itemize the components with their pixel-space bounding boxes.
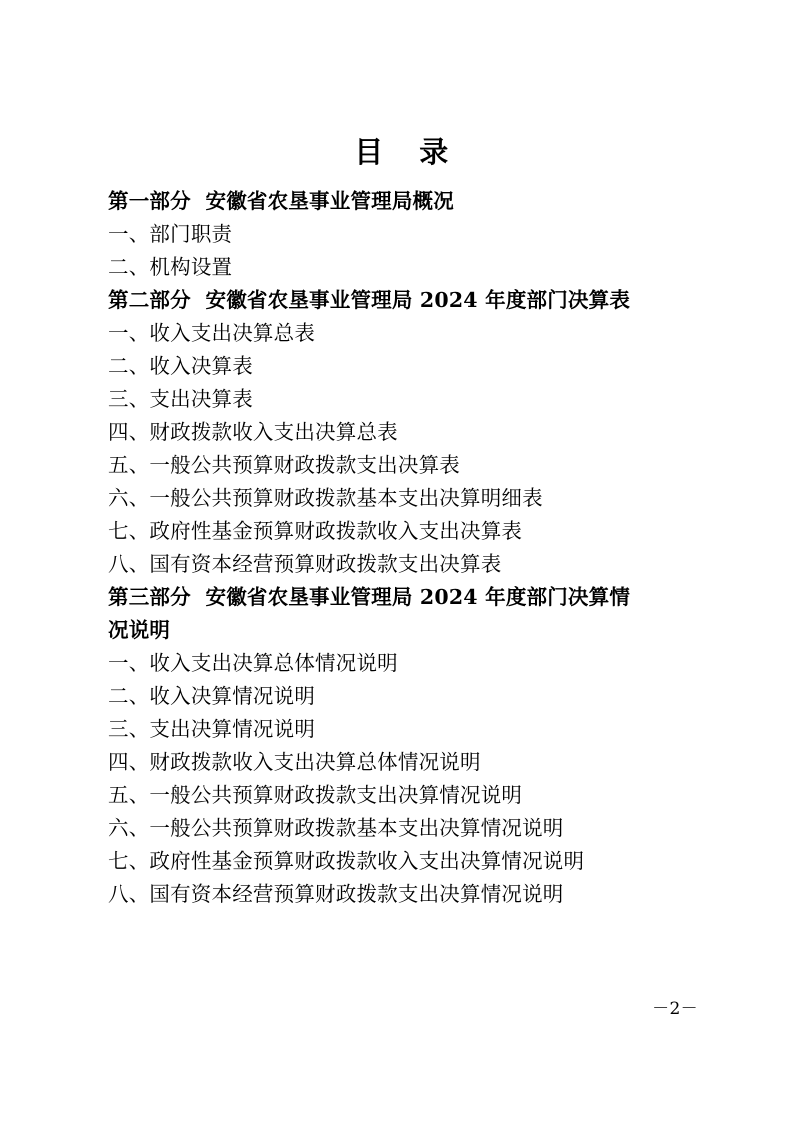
page-title: 目 录 [354,135,452,169]
page-number: －2－ [652,999,698,1019]
toc-entry: 一、部门职责 [108,222,233,246]
toc-entry: 四、财政拨款收入支出决算总表 [108,420,398,444]
toc-entry: 三、支出决算表 [108,387,253,411]
toc-entry: 二、收入决算表 [108,354,253,378]
toc-entry: 三、支出决算情况说明 [108,717,316,741]
toc-entry: 第三部分 安徽省农垦事业管理局 2024 年度部门决算情 [108,585,631,609]
toc-entry: 七、政府性基金预算财政拨款收入支出决算情况说明 [108,849,585,873]
toc-entry: 六、一般公共预算财政拨款基本支出决算情况说明 [108,816,564,840]
toc-entry: 六、一般公共预算财政拨款基本支出决算明细表 [108,486,543,510]
toc-entry: 第二部分 安徽省农垦事业管理局 2024 年度部门决算表 [108,288,631,312]
toc-entry: 八、国有资本经营预算财政拨款支出决算表 [108,552,502,576]
toc-entry: 四、财政拨款收入支出决算总体情况说明 [108,750,481,774]
toc-entry: 八、国有资本经营预算财政拨款支出决算情况说明 [108,882,564,906]
toc-entry: 五、一般公共预算财政拨款支出决算情况说明 [108,783,523,807]
toc-entry: 一、收入支出决算总表 [108,321,316,345]
toc-entry: 第一部分 安徽省农垦事业管理局概况 [108,189,454,213]
toc-entry: 二、机构设置 [108,255,233,279]
toc-entry: 二、收入决算情况说明 [108,684,316,708]
toc-entry: 况说明 [108,618,171,642]
toc-entry: 五、一般公共预算财政拨款支出决算表 [108,453,460,477]
toc-entry: 七、政府性基金预算财政拨款收入支出决算表 [108,519,523,543]
toc-entry: 一、收入支出决算总体情况说明 [108,651,398,675]
table-of-contents [108,185,698,911]
